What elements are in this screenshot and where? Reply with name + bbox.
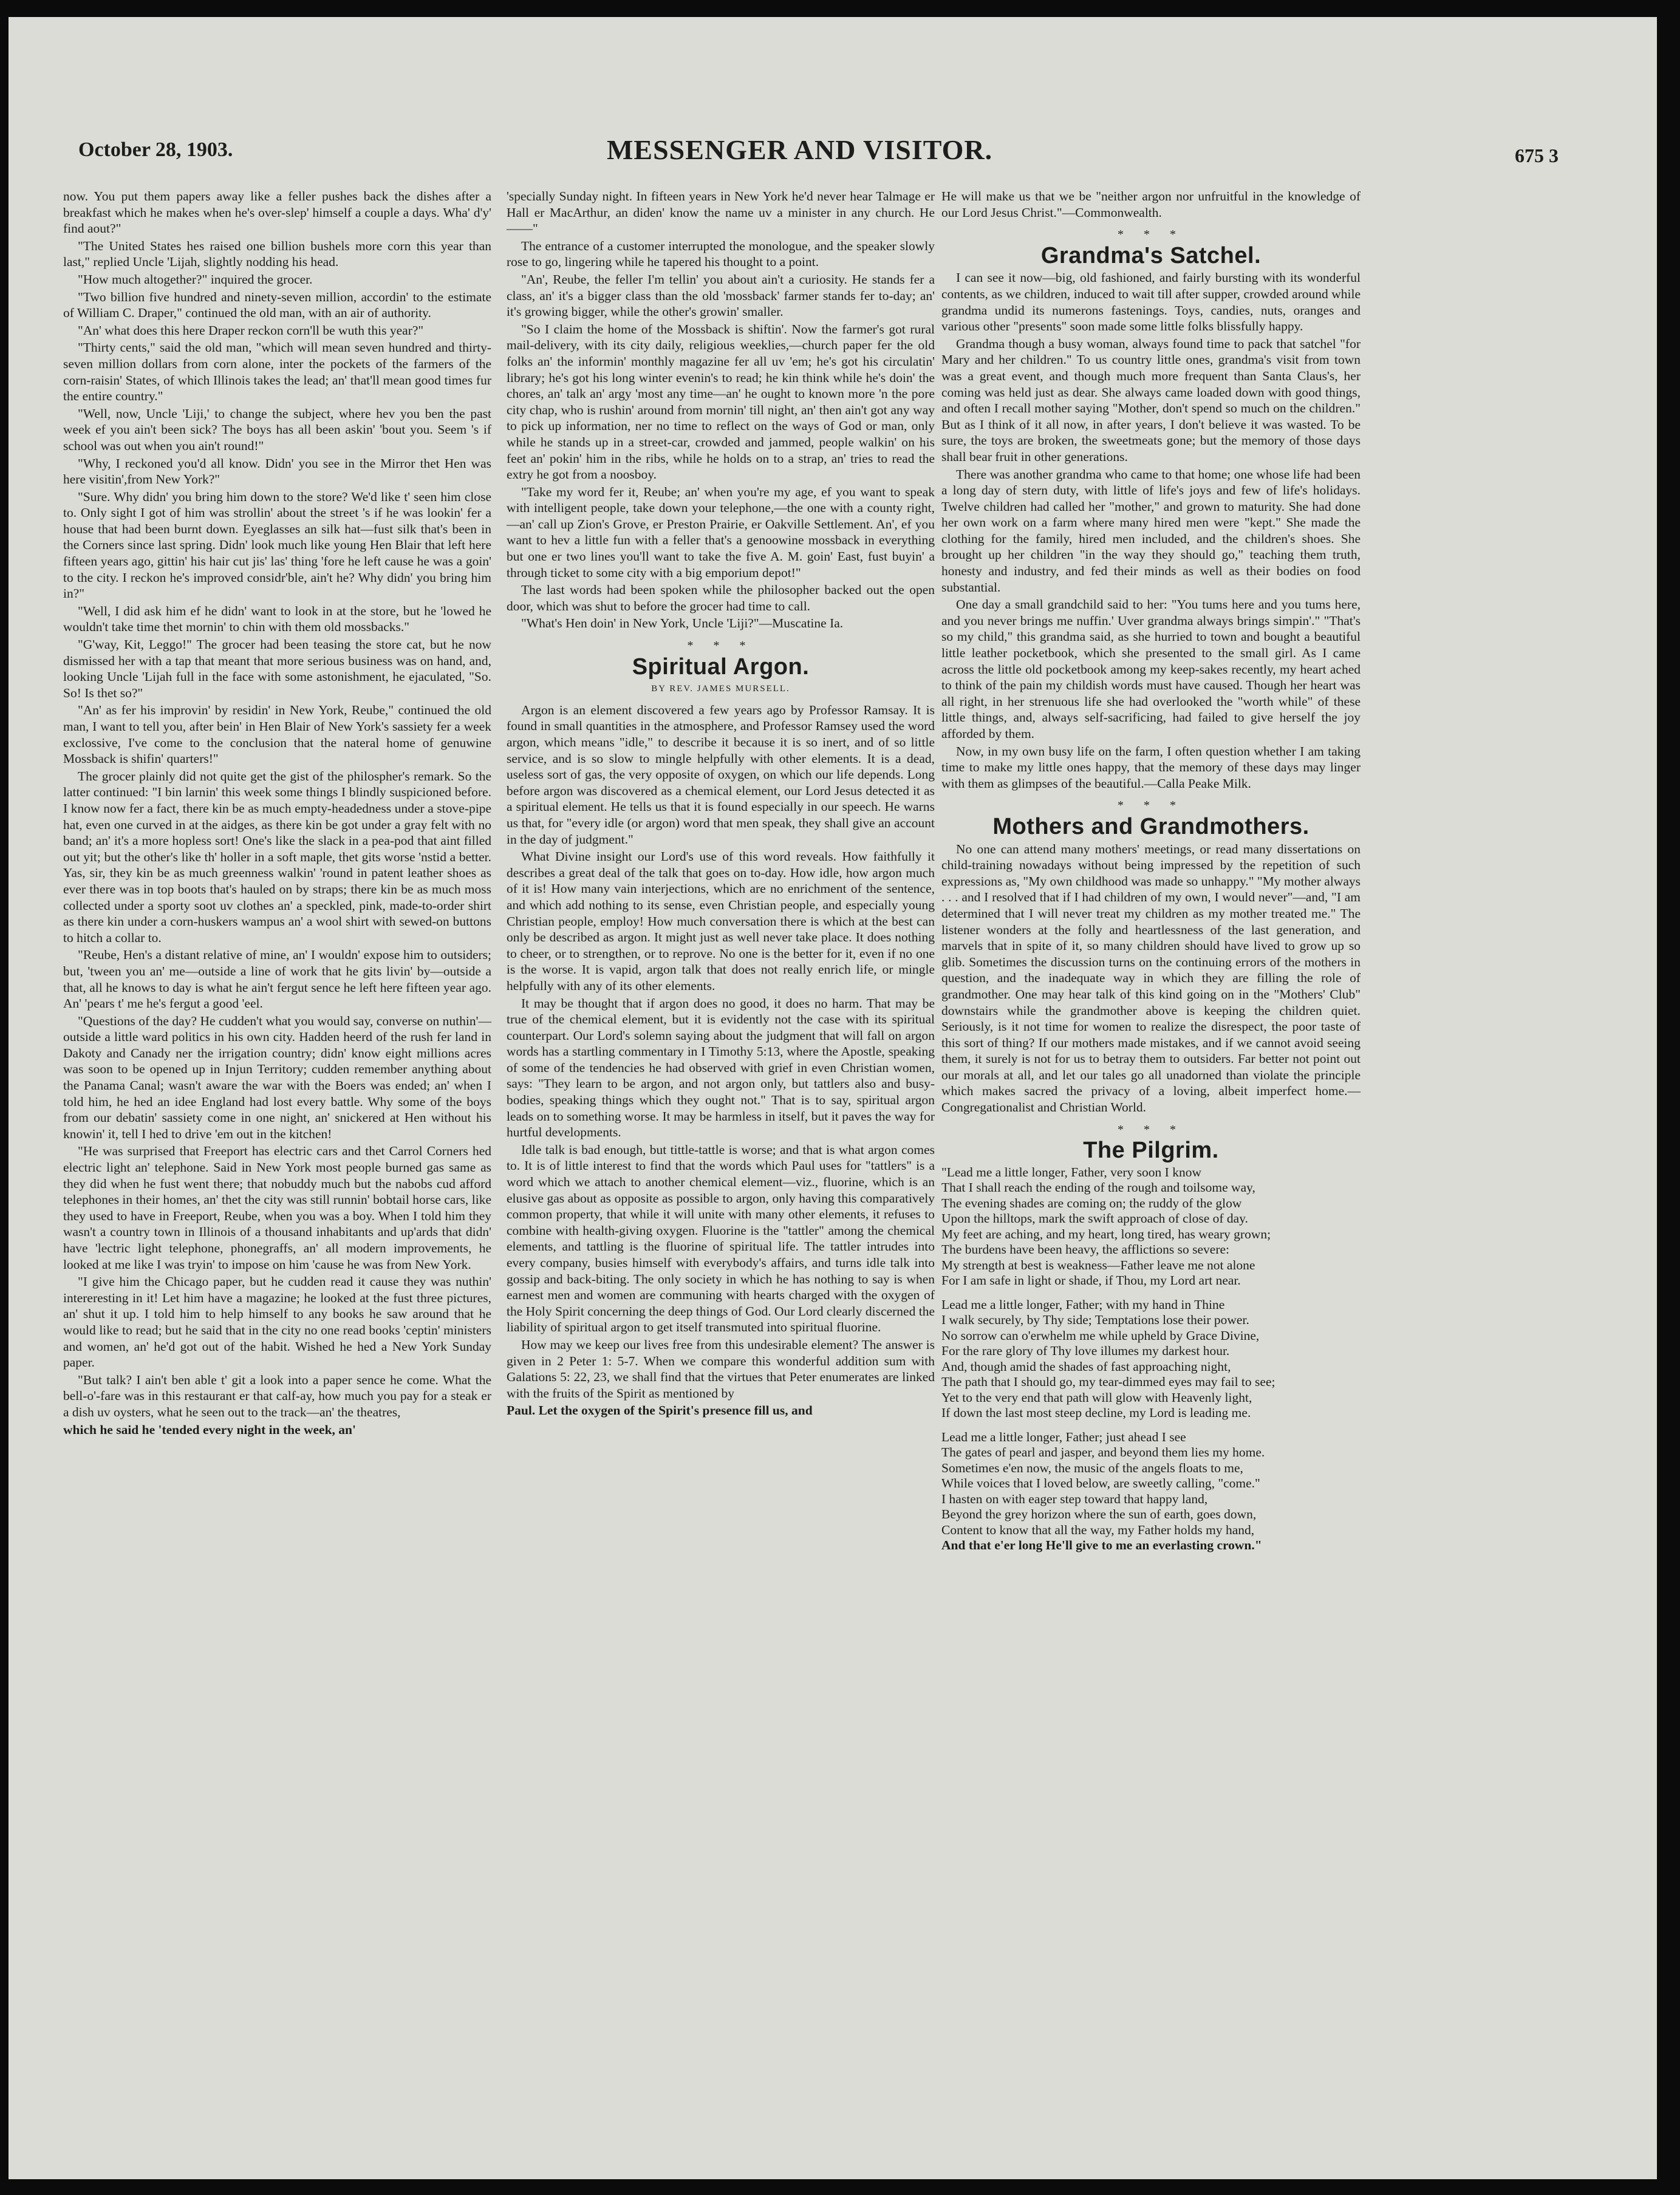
- column-1: [63, 188, 491, 1439]
- poem-line: I hasten on with eager step toward that happy land,: [941, 1491, 1208, 1506]
- poem-line: Yet to the very end that path will glow with Heavenly light,: [941, 1390, 1252, 1405]
- column-2: [507, 188, 935, 1420]
- section-ornament: * * *: [1118, 1122, 1184, 1136]
- paragraph: "An' what does this here Draper reckon corn'll be wuth this year?": [78, 323, 424, 338]
- paragraph: Now, in my own busy life on the farm, I often question whether I am taking time to make my little ones happy, that the memory of these days may linger with them as glimpses of the beautiful.—Calla Peake Milk.: [941, 743, 1361, 791]
- poem-line: Beyond the grey horizon where the sun of earth, goes down,: [941, 1507, 1257, 1522]
- paragraph: "Two billion five hundred and ninety-seven million, accordin' to the estimate of William C. Draper," continued the old man, with an air of authority.: [63, 289, 491, 321]
- column-last-line: which he said he 'tended every night in the week, an': [63, 1422, 356, 1437]
- article-title-spiritual-argon: Spiritual Argon.: [632, 654, 810, 680]
- poem-line: The path that I should go, my tear-dimmed eyes may fail to see;: [941, 1374, 1275, 1390]
- paragraph: Idle talk is bad enough, but tittle-tattle is worse; and that is what argon comes to. It is of little interest to find that the words which Paul uses for "tattlers" is a word which we attach to another chemical element—viz., fluorine, which is an elusive gas about as opposite as possible to argon, only having this comparatively common property, that while it will unite with many other elements, it refuses to combine with health-giving oxygen. Fluorine is the "tattler" among the chemical elements, and tattling is the fluorine of spiritual life. The tattler intrudes into every company, busies himself with everybody's affairs, and turns idle talk into gossip and back-biting. The only society in which he has nothing to say is when earnest men and women are communing with hearts charged with the oxygen of the Holy Spirit concerning the deep things of God. Our Lord clearly discerned the liability of spiritual argon to get itself transmuted into spiritual fluorine.: [507, 1142, 935, 1335]
- section-ornament: * * *: [687, 639, 754, 653]
- poem-line: "Lead me a little longer, Father, very soon I know: [941, 1164, 1201, 1179]
- poem-title-the-pilgrim: The Pilgrim.: [1083, 1138, 1219, 1164]
- paragraph: "How much altogether?" inquired the grocer.: [78, 271, 313, 287]
- paragraph: Grandma though a busy woman, always found time to pack that satchel "for Mary and her children." To us country little ones, grandma's visit from town was a great event, and though much more frequent than Santa Claus's, her coming was held just as dear. She always came loaded down with good things, and often I recall mother saying "Mother, don't spend so much on the children." But as I think of it all now, in after years, I don't believe it was wasted. To be sure, the toys are broken, the sweetmeats gone; but the memory of those days shall bear fruit in other generations.: [941, 336, 1361, 464]
- paragraph: "The United States hes raised one billion bushels more corn this year than last," replied Uncle 'Lijah, slightly nodding his head.: [63, 238, 491, 270]
- paragraph: "Thirty cents," said the old man, "which will mean seven hundred and thirty-seven million dollars from corn alone, inter the pockets of the farmers of the corn-raisin' States, of which Illinois takes the lead; an' that'll mean good times fur the entire country.": [63, 340, 491, 404]
- paragraph: "He was surprised that Freeport has electric cars and thet Carrol Corners hed electric light an' telephone. Said in New York most people burned gas same as they did when he fust went there; that nobuddy much but the nabobs cud afford telephones in their homes, an' thet the city was still runnin' bobtail horse cars, like they used to have in Freeport, Reube, when you was a boy. When I told him they wasn't a country town in Illinois of a thousand inhabitants and up'ards that didn' have 'lectric light telephone, phonegraffs, an' all modern improvements, he looked at me like I was tryin' to impose on him 'cause he was from New York.: [63, 1144, 491, 1272]
- poem-line: Lead me a little longer, Father; just ahead I see: [941, 1429, 1186, 1444]
- column-last-line: Paul. Let the oxygen of the Spirit's presence fill us, and: [507, 1403, 813, 1418]
- paragraph: "What's Hen doin' in New York, Uncle 'Liji?"—Muscatine Ia.: [521, 616, 844, 631]
- article-title-grandmas-satchel: Grandma's Satchel.: [1040, 242, 1262, 268]
- paragraph: "So I claim the home of the Mossback is shiftin'. Now the farmer's got rural mail-delivery, with its city daily, religious weeklies,—church paper fer the old folks an' the informin' monthly magazine fer all uv 'em; he's got his circulatin' library; he's got his long winter evenin's to read; he kin think while he's doin' the chores, an' talk an' argy 'most any time—an' he ought to known more 'n the pore city chap, who is rushin' around from mornin' till night, an' then ain't got any way to pick up information, ner no time to reflect on the ways of God or man, only while he stands up in a street-car, crowded and jammed, people walkin' on his feet an' pokin' him in the ribs, while he holds on to a strap, an' tries to read the extry he got from a noosboy.: [507, 321, 935, 482]
- poem-line: Upon the hilltops, mark the swift approach of close of day.: [941, 1211, 1248, 1226]
- article-byline: BY REV. JAMES MURSELL.: [651, 684, 790, 694]
- poem-line: While voices that I loved below, are sweetly calling, "come.": [941, 1476, 1260, 1491]
- poem-line: No sorrow can o'erwhelm me while upheld by Grace Divine,: [941, 1328, 1260, 1343]
- page-header: [9, 17, 1657, 175]
- section-ornament: * * *: [1118, 799, 1184, 813]
- paragraph: "An' as fer his improvin' by residin' in New York, Reube," continued the old man, I want to tell you, after bein' in Hen Blair of New York's sassiety fer a week exclossive, I've come to the conclusion that the nateral home of genuwine Mossback is shifin' quarters!": [63, 703, 491, 766]
- stanza-break: [941, 1421, 1361, 1430]
- poem-line: And, though amid the shades of fast approaching night,: [941, 1359, 1231, 1374]
- poem-last-line: And that e'er long He'll give to me an everlasting crown.": [941, 1538, 1262, 1553]
- paragraph: "Reube, Hen's a distant relative of mine, an' I wouldn' expose him to outsiders; but, 'tween you an' me—outside a line of work that he gits livin' by—outside a that, all he knows to day is what he ain't fergut sence he left here fifteen year ago. An' 'pears t' me he's fergut a good 'eel.: [63, 947, 491, 1011]
- paragraph: "G'way, Kit, Leggo!" The grocer had been teasing the store cat, but he now dismissed her with a tap that meant that more serious business was on hand, and, looking Uncle 'Lijah full in the face with some astonishment, he ejaculated, "So. So! Is thet so?": [63, 637, 491, 700]
- paragraph: It may be thought that if argon does no good, it does no harm. That may be true of the chemical element, but it is evidently not the case with its spiritual counterpart. Our Lord's solemn saying about the judgment that will fall on argon words has a startling commentary in I Timothy 5:13, where the Apostle, speaking of some of the tendencies he had observed with grief in even Christian women, says: "They learn to be argon, and not argon only, but tattlers also and busy-bodies, speaking things which they ought not." That is to say, spiritual argon leads on to something worse. It may be harmless in itself, but it paves the way for hurtful developments.: [507, 995, 935, 1140]
- page-number: 675 3: [1515, 145, 1559, 166]
- paragraph: I can see it now—big, old fashioned, and fairly bursting with its wonderful contents, as we children, induced to wait till after supper, crowded around while grandma undid its numerons fastenings. Toys, candies, nuts, oranges and various other "presents" soon made some little folks blissfully happy.: [941, 270, 1361, 334]
- poem-line: For I am safe in light or shade, if Thou, my Lord art near.: [941, 1273, 1241, 1288]
- poem-line: Lead me a little longer, Father; with my hand in Thine: [941, 1297, 1225, 1312]
- paragraph: No one can attend many mothers' meetings, or read many dissertations on child-training nowadays without being impressed by the repetition of such expressions as, "My own childhood was made so unhappy." "My mother always . . . and I resolved that if I had children of my own, I would never"—and, "I am determined that I will never treat my children as my mother treated me." The listener wonders at the folly and heartlessness of the last generation, and marvels that in spite of it, so many children should have lived to grow up so glib. Sometimes the discussion turns on the continuing errors of the mothers in question, and the inadequate way in which they are filling the role of grandmother. One may hear talk of this kind going on in the "Mothers' Club" downstairs while the grandmother above is keeping the children quiet. Seriously, is it not time for women to realize the disrespect, the poor taste of this sort of thing? If our mothers made mistakes, and if we cannot avoid seeing them, it surely is not for us to betray them to outsiders. Far better not point out our morals at all, and let our tales go all unadorned than violate the principle which makes sacred the privacy of a loving, albeit imperfect home.—Congregationalist and Christian World.: [941, 841, 1361, 1115]
- masthead-title: MESSENGER AND VISITOR.: [607, 134, 993, 165]
- section-ornament: * * *: [1118, 228, 1184, 242]
- paragraph: The grocer plainly did not quite get the gist of the philospher's remark. So the latter continued: "I bin larnin' this week some things I blindly suspicioned before. I know now fer a fact, there kin be as much empty-headedness under a stove-pipe hat, even one curved in at the aidges, as there kin be got under a gray felt with no band; an' it's a more hopless sort! One's like the slack in a pea-pod that aint filled out yit; but the other's like th' holler in a soft maple, thet gits worse 'nstid a better. Yas, sir, they kin be as much greenness walkin' 'round in patent leather shoes as ever there was in top boots that's hauled on by straps; there kin be as much moss collected under a sporty soot uv clothes an' a speckled, pink, made-to-order shirt as there kin under a corn-huskers wampus an' a wool shirt with sewed-on buttons to hitch a collar to.: [63, 768, 491, 945]
- paragraph: One day a small grandchild said to her: "You tums here and you tums here, and you never brings me nuffin.' Uver grandma always brings simpin'." "That's so my child," this grandma said, as she hurried to town and bought a beautiful little leather pocketbook, which she presented to the small girl. As I came across the little old pocketbook among my keep-sakes recently, my heart ached to think of the pain my childish words must have caused. Though her heart was all right, in her strenuous life she had overlooked the "worth while" of these little things, and, always self-sacrificing, had failed to give herself the joy afforded by them.: [941, 597, 1361, 741]
- poem-the-pilgrim: [941, 1165, 1361, 1554]
- paragraph: "Well, I did ask him ef he didn' want to look in at the store, but he 'lowed he wouldn't take time thet mornin' to chin with them old mossbacks.": [63, 603, 491, 635]
- article-title-mothers-and-grandmothers: Mothers and Grandmothers.: [992, 813, 1310, 839]
- paragraph: "Questions of the day? He cudden't what you would say, converse on nuthin'—outside a little ward politics in his own city. Hadden heerd of the rush fer land in Dakoty and Canady ner the irrigation country; didn' know eight millions acres was soon to be opened up in Injun Territory; cudden remember anything about the Panama Canal; wasn't aware the war with the Boers was ended; an' when I told him, he hed an idee England had lost every battle. Why some of the boys from our debatin' sassiety come in one night, an' snickered at Hen without his knowin' it, tell I hed to drive 'em out in the kitchen!: [63, 1013, 491, 1141]
- paragraph: "Why, I reckoned you'd all know. Didn' you see in the Mirror thet Hen was here visitin',from New York?": [63, 456, 491, 487]
- paragraph: How may we keep our lives free from this undesirable element? The answer is given in 2 Peter 1: 5-7. When we compare this wonderful addition sum with Galations 5: 22, 23, we shall find that the virtues that Peter enumerates are linked with the fruits of the Spirit as mentioned by: [507, 1337, 935, 1401]
- paragraph: The entrance of a customer interrupted the monologue, and the speaker slowly rose to go, lingering while he tapered his thought to a point.: [507, 238, 935, 270]
- column-3: [941, 188, 1361, 1554]
- newspaper-page: [9, 17, 1657, 2179]
- poem-line: The gates of pearl and jasper, and beyond them lies my home.: [941, 1445, 1265, 1460]
- poem-line: My strength at best is weakness—Father leave me not alone: [941, 1257, 1255, 1272]
- poem-line: The burdens have been heavy, the afflictions so severe:: [941, 1242, 1230, 1257]
- issue-date: October 28, 1903.: [78, 138, 233, 161]
- paragraph: "Take my word fer it, Reube; an' when you're my age, ef you want to speak with intelligent people, take down your telephone,—the one with a county right,—an' call up Zion's Grove, er Preston Prairie, er Oakville Settlement. An', ef you want to hev a little fun with a feller that's a genoowine mossback in everything but one er two lines you'll want to take the five A. M. goin' East, fust buyin' a through ticket to some city with a big emporium depot!": [507, 484, 935, 580]
- stanza-break: [941, 1289, 1361, 1297]
- paragraph: "Well, now, Uncle 'Liji,' to change the subject, where hev you ben the past week ef you ain't been sick? The boys has all been askin' 'bout you. Seem 's if school was out when you ain't round!": [63, 406, 491, 453]
- poem-line: If down the last most steep decline, my Lord is leading me.: [941, 1405, 1251, 1421]
- poem-line: My feet are aching, and my heart, long tired, has weary grown;: [941, 1226, 1271, 1241]
- poem-line: The evening shades are coming on; the ruddy of the glow: [941, 1195, 1242, 1210]
- poem-line: For the rare glory of Thy love illumes my darkest hour.: [941, 1343, 1230, 1359]
- paragraph: 'specially Sunday night. In fifteen years in New York he'd never hear Talmage er Hall er MacArthur, an diden' know the name uv a minister in any church. He——": [507, 189, 935, 236]
- poem-line: I walk securely, by Thy side; Temptations lose their power.: [941, 1313, 1249, 1328]
- paragraph: "But talk? I ain't ben able t' git a look into a paper sence he come. What the bell-o'-fare was in this restaurant er that calf-ay, how much you pay for a steak er a dish uv oysters, what he seen out to the track—an' the theatres,: [63, 1372, 491, 1419]
- paragraph: "Sure. Why didn' you bring him down to the store? We'd like t' seen him close to. Only sight I got of him was strollin' about the street 's if he was lookin' fer a house that had been burnt down. Eyeglasses an silk hat—fust silk that's been in the Corners since last spring. Didn' look much like young Hen Blair that left here fifteen years ago, gittin' his hair cut jis' las' thing 'fore he left cause he was a goin' to the city. I reckon he's improved considr'ble, ain't he? Why didn' you bring him in?": [63, 489, 491, 601]
- poem-line: Content to know that all the way, my Father holds my hand,: [941, 1522, 1255, 1537]
- poem-line: That I shall reach the ending of the rough and toilsome way,: [941, 1180, 1255, 1195]
- poem-line: Sometimes e'en now, the music of the angels floats to me,: [941, 1460, 1243, 1475]
- paragraph: "I give him the Chicago paper, but he cudden read it cause they was nuthin' intereresting in it! Let him have a magazine; he looked at the fust three pictures, an' shut it up. I told him to help himself to any books he saw around that he would like to read; but he said that in the city no one read books 'ceptin' ministers and women, an' he'd got out of the habit. Wished he hed a New York Sunday paper.: [63, 1274, 491, 1370]
- paragraph: What Divine insight our Lord's use of this word reveals. How faithfully it describes a great deal of the talk that goes on to-day. How idle, how argon much of it is! How many vain interjections, which are no enrichment of the sentence, and which add nothing to its sense, even Christian people, and especially young Christian people, employ! How much conversation there is which at the best can only be described as argon. It might just as well never take place. It does nothing to cheer, or to strengthen, or to reprove. No one is the better for it, even if no one is the worse. It is vapid, argon talk that does not really enrich life, or mingle helpfully with any of its other elements.: [507, 849, 935, 993]
- paragraph: now. You put them papers away like a feller pushes back the dishes after a breakfast which he makes when he's over-slep' himself a couple a days. Wha' d'y' find aout?": [63, 189, 491, 236]
- paragraph: The last words had been spoken while the philosopher backed out the open door, which was shut to before the grocer had time to call.: [507, 582, 935, 613]
- paragraph: "An', Reube, the feller I'm tellin' you about ain't a curiosity. He stands fer a class, an' it's a bigger class than the old 'mossback' farmer stands fer to-day; an' it's growing bigger, while the other's growin' smaller.: [507, 271, 935, 319]
- paragraph: He will make us that we be "neither argon nor unfruitful in the knowledge of our Lord Jesus Christ."—Commonwealth.: [941, 189, 1361, 220]
- paragraph: There was another grandma who came to that home; one whose life had been a long day of stern duty, with little of life's joys and few of life's holidays. Twelve children had called her "mother," and grown to maturity. She had done her own work on a farm where many hired men were "kept." She made the clothing for the family, hired men included, and the children's shoes. She brought up her children "in the way they should go," teaching them truth, honesty and industry, and fed their minds as well as their bodies on food substantial.: [941, 466, 1361, 595]
- paragraph: Argon is an element discovered a few years ago by Professor Ramsay. It is found in small quantities in the atmosphere, and Professor Ramsey used the word argon, which means "idle," to describe it because it is so inert, and of so little service, and is so slow to mingle helpfully with other elements. It is a dead, useless sort of gas, the very opposite of oxygen, on which our life depends. Long before argon was discovered as a chemical element, our Lord Jesus detected it as a spiritual element. He tells us that it is found especially in our speech. He warns us that, for "every idle (or argon) word that men speak, they shall give an account in the day of judgment.": [507, 702, 935, 847]
